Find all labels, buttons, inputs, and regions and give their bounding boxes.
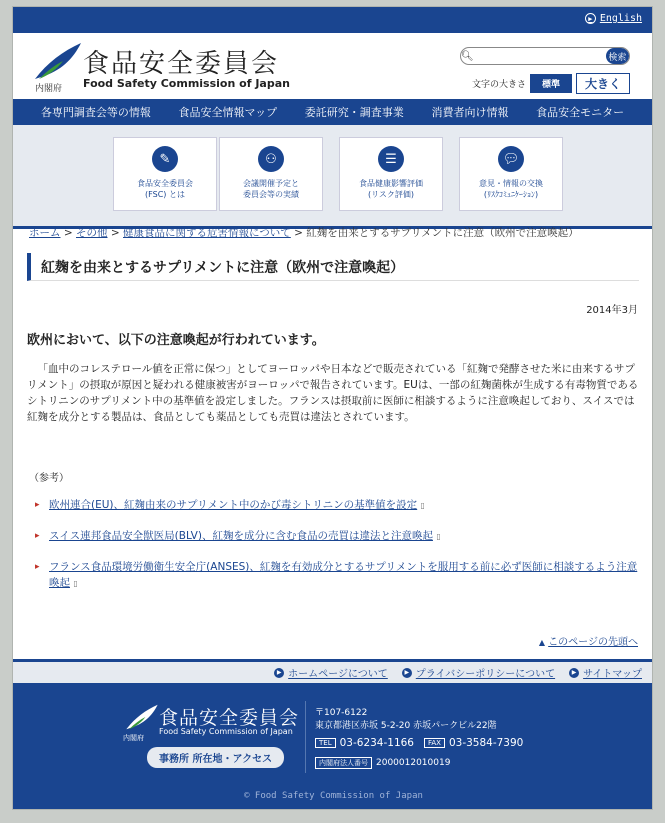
breadcrumb-current: 紅麹を由来とするサプリメントに注意（欧州で注意喚起） — [306, 227, 579, 239]
site-subtitle: Food Safety Commission of Japan — [83, 77, 290, 90]
search-input[interactable] — [474, 48, 606, 64]
back-to-top-link[interactable]: このページの先頭へ — [548, 637, 638, 648]
site-title[interactable]: 食品安全委員会 — [83, 49, 280, 79]
breadcrumb-separator: > — [63, 227, 73, 239]
corp-number: 2000012010019 — [376, 758, 451, 768]
nav-item-research[interactable]: 委託研究・調査事業 — [304, 106, 404, 119]
breadcrumb-home[interactable]: ホーム — [29, 227, 61, 239]
reference-link-france[interactable]: フランス食品環境労働衛生安全庁(ANSES)、紅麹を有効成分とするサプリメントを服用する前に必ず医師に相談するよう注意喚起 — [49, 561, 638, 589]
header — [13, 33, 652, 99]
section-heading: 欧州において、以下の注意喚起が行われています。 — [27, 333, 325, 348]
street-address: 東京都港区赤坂 5-2-20 赤坂パークビル22階 — [315, 721, 497, 731]
tel-tag: TEL — [315, 738, 336, 748]
fax-number: 03-3584-7390 — [448, 737, 524, 749]
footer-corp-number — [315, 757, 450, 769]
footer-site-title: 食品安全委員会 — [159, 707, 300, 729]
quick-links — [13, 125, 652, 229]
nav-item-committees[interactable]: 各専門調査会等の情報 — [40, 106, 151, 119]
copyright: © Food Safety Commission of Japan — [244, 791, 423, 801]
checklist-icon: ☰ — [378, 146, 404, 172]
quick-card-line1: 食品健康影響評価 — [359, 179, 423, 188]
english-link[interactable] — [585, 13, 642, 24]
access-button[interactable]: 事務所 所在地・アクセス — [147, 747, 284, 768]
reference-list — [35, 497, 641, 606]
quick-card-line1: 会議開催予定と — [243, 179, 299, 188]
quick-card-line2: (FSC) とは — [145, 190, 185, 200]
font-size-large-button[interactable]: 大きく — [576, 73, 630, 94]
english-link-label: English — [599, 13, 642, 24]
fsc-logo-icon[interactable] — [33, 41, 83, 81]
breadcrumb — [29, 225, 579, 240]
body-paragraph: 「血中のコレステロール値を正常に保つ」としてヨーロッパや日本などで販売されている「紅麹で発酵させた米に由来するサプリメント」の摂取が原因と疑われる健康被害がヨーロッパで報告されています。EUは、一部の紅麹菌株が生成する有毒物質であるシトリニンのサプリメント中の基準値を設定しました。フランスは摂取前に医師に相談するように注意喚起しており、スイスでは紅麹を成分とする製品は、食品としても薬品としても売買は違法とされています。 — [27, 363, 639, 423]
breadcrumb-separator: > — [110, 227, 120, 239]
footer-links — [13, 659, 653, 683]
footer-link-label: サイトマップ — [583, 669, 642, 680]
meeting-icon: ⚇ — [258, 146, 284, 172]
breadcrumb-other[interactable]: その他 — [76, 227, 108, 239]
reference-label: （参考） — [29, 473, 69, 484]
cabinet-office-label: 内閣府 — [35, 84, 63, 94]
footer — [13, 683, 653, 810]
footer-link-label: プライバシーポリシーについて — [415, 669, 556, 680]
publish-date: 2014年3月 — [586, 305, 638, 316]
arrow-circle-icon: ▶ — [585, 13, 596, 24]
list-item — [35, 497, 641, 514]
footer-divider — [305, 701, 306, 773]
quick-card-risk-communication[interactable] — [459, 137, 563, 211]
chat-icon: 💬︎ — [498, 146, 524, 172]
quick-card-line2: (リスク評価) — [367, 190, 415, 200]
quick-card-line1: 食品安全委員会 — [137, 179, 193, 188]
footer-link-privacy[interactable] — [402, 665, 555, 680]
list-item — [35, 559, 641, 592]
footer-phone — [315, 737, 523, 749]
quick-card-meetings[interactable] — [219, 137, 323, 211]
footer-link-sitemap[interactable] — [569, 665, 642, 680]
footer-link-label: ホームページについて — [288, 669, 388, 680]
triangle-up-icon: ▲ — [538, 638, 545, 647]
tel-number: 03-6234-1166 — [339, 737, 414, 749]
search-button[interactable]: 検索 — [606, 48, 629, 64]
external-link-icon: ▯ — [73, 579, 78, 588]
nav-item-monitor[interactable]: 食品安全モニター — [536, 106, 625, 119]
nav-item-info-map[interactable]: 食品安全情報マップ — [178, 106, 278, 119]
external-link-icon: ▯ — [436, 532, 441, 541]
fsc-logo-icon — [125, 703, 159, 731]
font-size-control — [472, 73, 630, 94]
breadcrumb-separator: > — [294, 227, 303, 239]
quick-card-about[interactable] — [113, 137, 217, 211]
footer-cabinet-label: 内閣府 — [123, 734, 144, 742]
pen-icon: ✎ — [152, 146, 178, 172]
footer-link-about[interactable] — [274, 665, 388, 680]
arrow-circle-icon: ▶ — [402, 668, 412, 678]
quick-card-risk-assessment[interactable] — [339, 137, 443, 211]
page-title: 紅麹を由来とするサプリメントに注意（欧州で注意喚起） — [27, 253, 639, 281]
font-size-label: 文字の大きさ — [471, 80, 526, 90]
search-icon: 🔍︎ — [461, 50, 474, 62]
footer-site-subtitle: Food Safety Commission of Japan — [159, 727, 293, 736]
back-to-top — [539, 633, 638, 648]
footer-address — [315, 707, 497, 733]
external-link-icon: ▯ — [420, 501, 425, 510]
breadcrumb-health-foods[interactable]: 健康食品に関する危害情報について — [123, 227, 291, 239]
font-size-standard-button[interactable]: 標準 — [530, 74, 572, 93]
arrow-circle-icon: ▶ — [569, 668, 579, 678]
postal-code: 〒107-6122 — [315, 708, 368, 718]
nav-item-consumers[interactable]: 消費者向け情報 — [431, 106, 509, 119]
reference-link-switzerland[interactable]: スイス連邦食品安全獣医局(BLV)、紅麹を成分に含む食品の売買は違法と注意喚起 — [49, 530, 433, 542]
quick-card-line2: 委員会等の実績 — [243, 190, 299, 200]
corp-number-tag: 内閣府法人番号 — [315, 757, 372, 769]
quick-card-line1: 意見・情報の交換 — [479, 179, 543, 188]
quick-card-line2: (ﾘｽｸｺﾐｭﾆｹｰｼｮﾝ) — [483, 190, 539, 200]
search-box — [460, 47, 630, 65]
page-frame — [12, 6, 653, 810]
global-nav — [13, 99, 652, 125]
list-item — [35, 528, 641, 545]
reference-link-eu[interactable]: 欧州連合(EU)、紅麹由来のサプリメント中のかび毒シトリニンの基準値を設定 — [49, 499, 418, 511]
fax-tag: FAX — [424, 738, 445, 748]
top-strip — [13, 7, 652, 33]
arrow-circle-icon: ▶ — [274, 668, 284, 678]
